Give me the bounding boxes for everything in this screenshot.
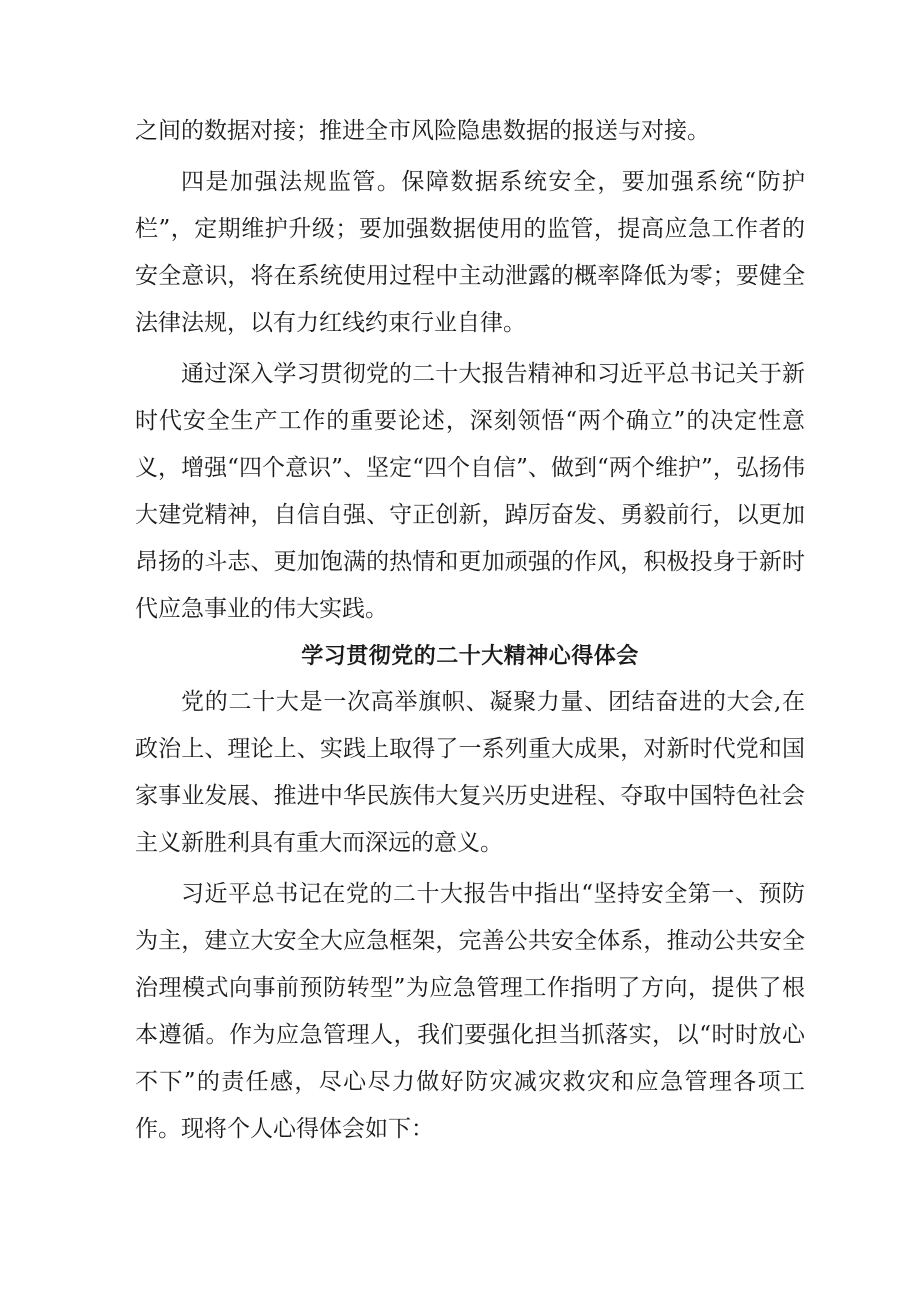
paragraph-regulation-supervision: 四是加强法规监管。保障数据系统安全，要加强系统“防护栏”，定期维护升级；要加强数据使用的监管，提高应急工作者的安全意识，将在系统使用过程中主动泄露的概率降低为零；要健全法律法规，以有力红线约束行业自律。 <box>135 169 805 336</box>
paragraph-study-summary: 通过深入学习贯彻党的二十大报告精神和习近平总书记关于新时代安全生产工作的重要论述，深刻领悟“两个确立”的决定性意义，增强“四个意识”、坚定“四个自信”、做到“两个维护”，弘扬伟大建党精神，自信自强、守正创新，踔厉奋发、勇毅前行，以更加昂扬的斗志、更加饱满的热情和更加顽强的作风，积极投身于新时代应急事业的伟大实践。 <box>135 361 805 622</box>
section-title: 学习贯彻党的二十大精神心得体会 <box>301 643 639 669</box>
paragraph-congress-significance: 党的二十大是一次高举旗帜、凝聚力量、团结奋进的大会,在政治上、理论上、实践上取得了一系列重大成果，对新时代党和国家事业发展、推进中华民族伟大复兴历史进程、夺取中国特色社会主义新胜利具有重大而深远的意义。 <box>135 689 805 856</box>
document-body <box>135 108 805 1153</box>
paragraph-safety-guidance: 习近平总书记在党的二十大报告中指出“坚持安全第一、预防为主，建立大安全大应急框架，完善公共安全体系，推动公共安全治理模式向事前预防转型”为应急管理工作指明了方向，提供了根本遵循。作为应急管理人，我们要强化担当抓落实，以“时时放心不下”的责任感，尽心尽力做好防灾减灾救灾和应急管理各项工作。现将个人心得体会如下： <box>135 881 805 1142</box>
paragraph-data-docking: 之间的数据对接；推进全市风险隐患数据的报送与对接。 <box>135 118 710 144</box>
